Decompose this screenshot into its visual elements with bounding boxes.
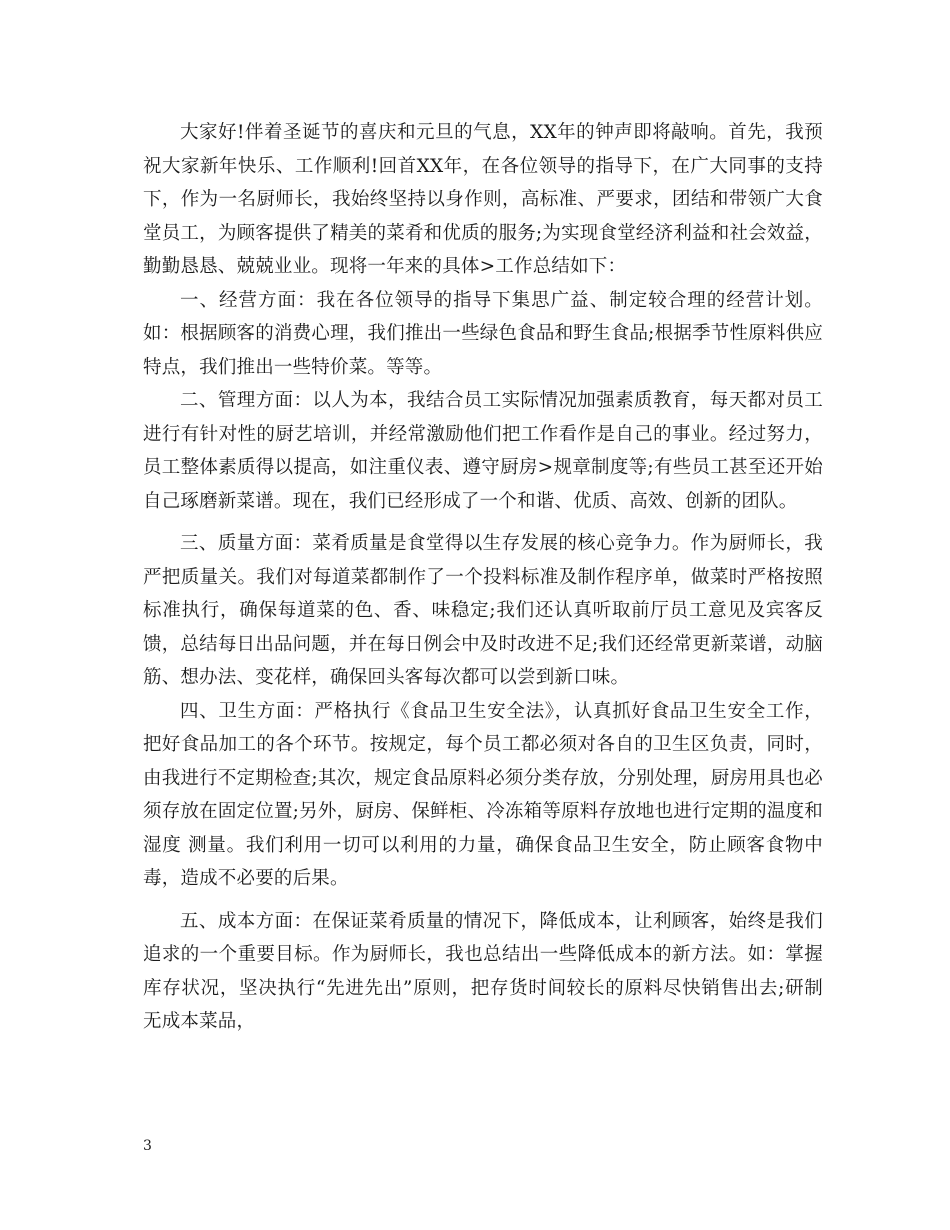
page-number: 3 xyxy=(143,1138,152,1154)
paragraph-intro: 大家好!伴着圣诞节的喜庆和元旦的气息，XX年的钟声即将敲响。首先，我预祝大家新年快乐、工作顺利!回首XX年，在各位领导的指导下，在广大同事的支持下，作为一名厨师长，我始终坚持以身作则，高标准、严要求，团结和带领广大食堂员工，为顾客提供了精美的菜肴和优质的服务;为实现食堂经济利益和社会效益，勤勤恳恳、兢兢业业。现将一年来的具体>工作总结如下： xyxy=(143,122,823,277)
paragraph-cost: 五、成本方面：在保证菜肴质量的情况下，降低成本，让利顾客，始终是我们追求的一个重要目标。作为厨师长，我也总结出一些降低成本的新方法。如：掌握库存状况，坚决执行“先进先出”原则，把存货时间较长的原料尽快销售出去;研制无成本菜品， xyxy=(143,910,823,1032)
paragraph-quality: 三、质量方面：菜肴质量是食堂得以生存发展的核心竞争力。作为厨师长，我严把质量关。我们对每道菜都制作了一个投料标准及制作程序单，做菜时严格按照标准执行，确保每道菜的色、香、味稳定;我们还认真听取前厅员工意见及宾客反馈，总结每日出品问题，并在每日例会中及时改进不足;我们还经常更新菜谱，动脑筋、想办法、变花样，确保回头客每次都可以尝到新口味。 xyxy=(143,533,823,688)
document-body xyxy=(143,116,823,1039)
paragraph-hygiene: 四、卫生方面：严格执行《食品卫生安全法》，认真抓好食品卫生安全工作，把好食品加工的各个环节。按规定，每个员工都必须对各自的卫生区负责，同时，由我进行不定期检查;其次，规定食品原料必须分类存放，分别处理，厨房用具也必须存放在固定位置;另外，厨房、保鲜柜、冷冻箱等原料存放地也进行定期的温度和湿度 测量。我们利用一切可以利用的力量，确保食品卫生安全，防止顾客食物中毒，造成不必要的后果。 xyxy=(143,700,823,889)
paragraph-management: 二、管理方面：以人为本，我结合员工实际情况加强素质教育，每天都对员工进行有针对性的厨艺培训，并经常激励他们把工作看作是自己的事业。经过努力，员工整体素质得以提高，如注重仪表、遵守厨房>规章制度等;有些员工甚至还开始自己琢磨新菜谱。现在，我们已经形成了一个和谐、优质、高效、创新的团队。 xyxy=(143,390,823,512)
paragraph-operations: 一、经营方面：我在各位领导的指导下集思广益、制定较合理的经营计划。如：根据顾客的消费心理，我们推出一些绿色食品和野生食品;根据季节性原料供应特点，我们推出一些特价菜。等等。 xyxy=(143,289,823,378)
